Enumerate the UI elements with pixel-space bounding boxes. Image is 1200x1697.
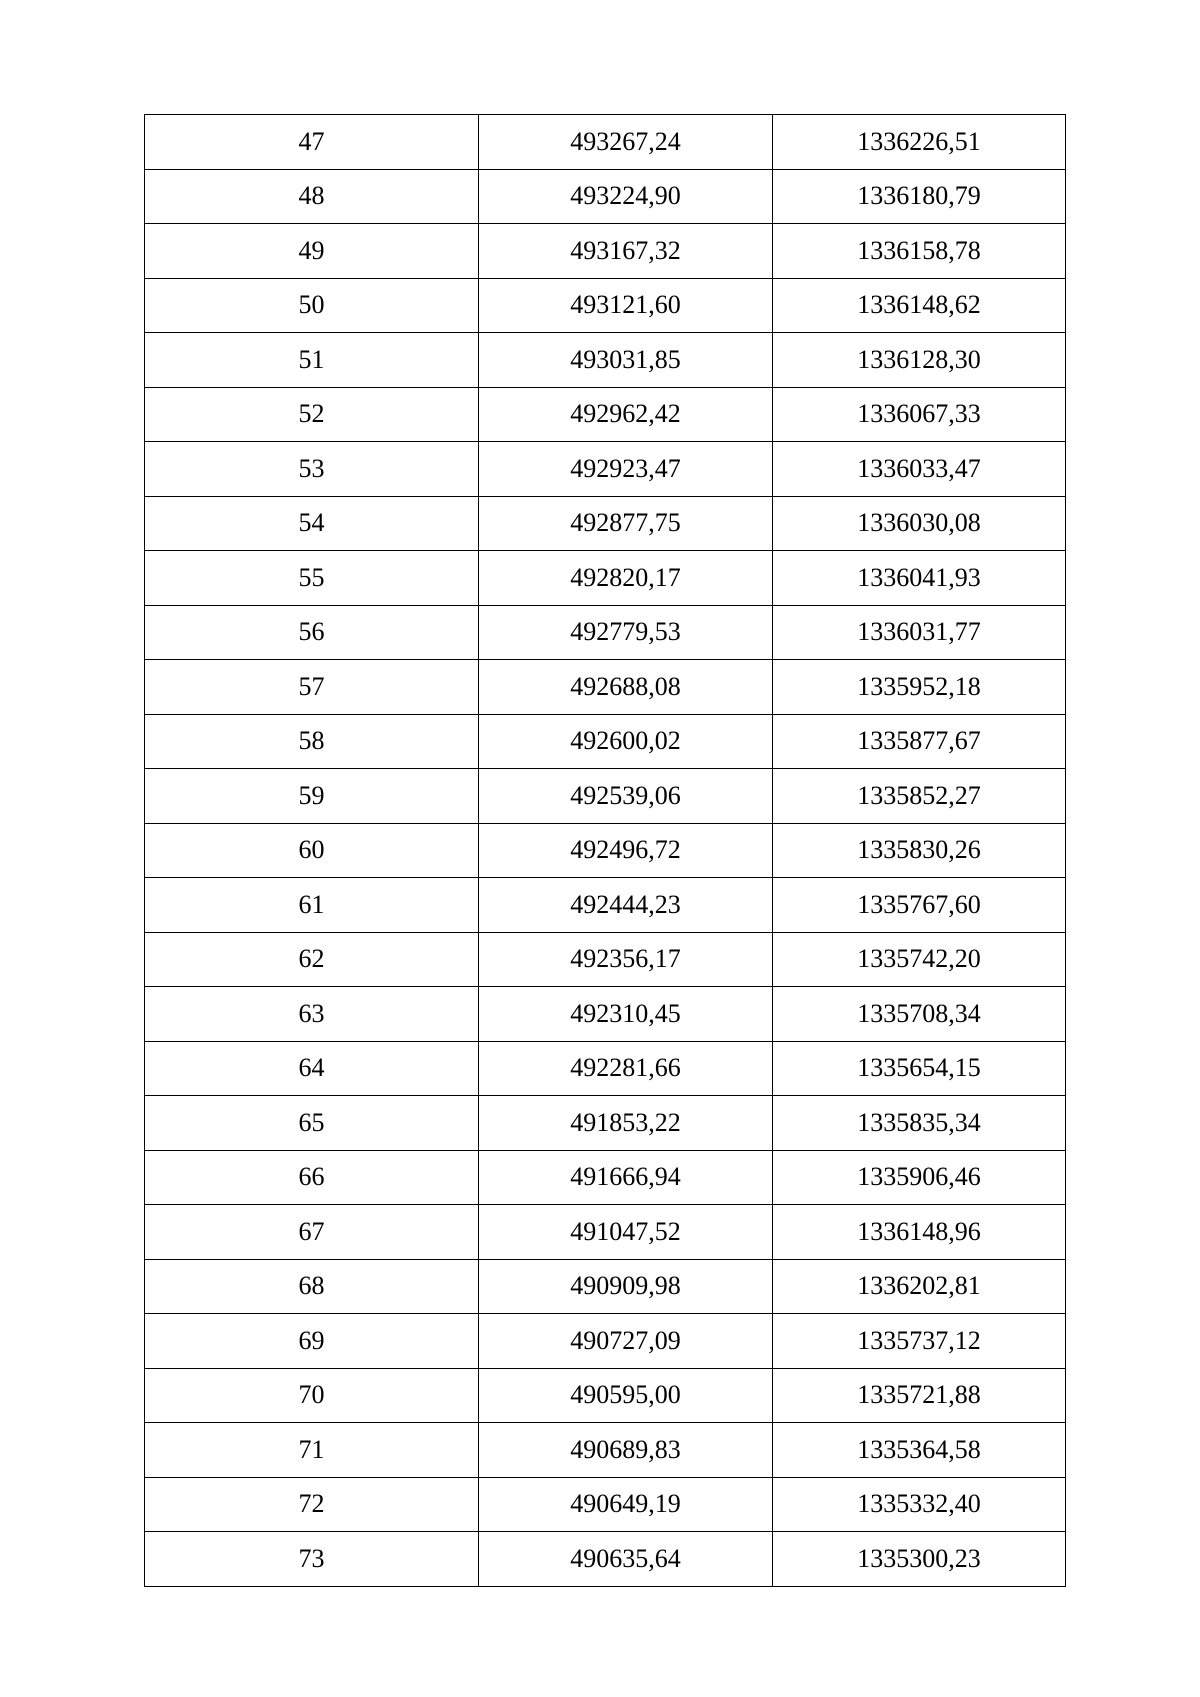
table-row bbox=[145, 278, 1066, 333]
x-coordinate-cell: 491666,94 bbox=[479, 1150, 773, 1205]
x-coordinate-cell: 492496,72 bbox=[479, 823, 773, 878]
x-coordinate-cell: 492310,45 bbox=[479, 987, 773, 1042]
point-number-cell: 73 bbox=[145, 1532, 479, 1587]
x-coordinate-cell: 493167,32 bbox=[479, 224, 773, 279]
table-row bbox=[145, 932, 1066, 987]
y-coordinate-cell: 1336128,30 bbox=[773, 333, 1066, 388]
point-number-cell: 50 bbox=[145, 278, 479, 333]
point-number-cell: 62 bbox=[145, 932, 479, 987]
x-coordinate-cell: 490595,00 bbox=[479, 1368, 773, 1423]
x-coordinate-cell: 490635,64 bbox=[479, 1532, 773, 1587]
point-number-cell: 60 bbox=[145, 823, 479, 878]
point-number-cell: 56 bbox=[145, 605, 479, 660]
table-row bbox=[145, 1477, 1066, 1532]
x-coordinate-cell: 492444,23 bbox=[479, 878, 773, 933]
point-number-cell: 65 bbox=[145, 1096, 479, 1151]
y-coordinate-cell: 1336033,47 bbox=[773, 442, 1066, 497]
table-row bbox=[145, 1368, 1066, 1423]
y-coordinate-cell: 1335708,34 bbox=[773, 987, 1066, 1042]
table-row bbox=[145, 1041, 1066, 1096]
y-coordinate-cell: 1336031,77 bbox=[773, 605, 1066, 660]
y-coordinate-cell: 1335364,58 bbox=[773, 1423, 1066, 1478]
x-coordinate-cell: 493267,24 bbox=[479, 115, 773, 170]
table-row bbox=[145, 878, 1066, 933]
x-coordinate-cell: 492820,17 bbox=[479, 551, 773, 606]
x-coordinate-cell: 490727,09 bbox=[479, 1314, 773, 1369]
table-row bbox=[145, 1532, 1066, 1587]
y-coordinate-cell: 1336041,93 bbox=[773, 551, 1066, 606]
x-coordinate-cell: 491853,22 bbox=[479, 1096, 773, 1151]
table-row bbox=[145, 987, 1066, 1042]
table-row bbox=[145, 551, 1066, 606]
table-row bbox=[145, 115, 1066, 170]
y-coordinate-cell: 1336226,51 bbox=[773, 115, 1066, 170]
point-number-cell: 57 bbox=[145, 660, 479, 715]
point-number-cell: 52 bbox=[145, 387, 479, 442]
coordinates-table-body bbox=[145, 115, 1066, 1587]
y-coordinate-cell: 1336148,62 bbox=[773, 278, 1066, 333]
x-coordinate-cell: 492923,47 bbox=[479, 442, 773, 497]
y-coordinate-cell: 1335721,88 bbox=[773, 1368, 1066, 1423]
table-row bbox=[145, 1150, 1066, 1205]
point-number-cell: 68 bbox=[145, 1259, 479, 1314]
y-coordinate-cell: 1336158,78 bbox=[773, 224, 1066, 279]
point-number-cell: 63 bbox=[145, 987, 479, 1042]
y-coordinate-cell: 1335835,34 bbox=[773, 1096, 1066, 1151]
table-row bbox=[145, 605, 1066, 660]
point-number-cell: 66 bbox=[145, 1150, 479, 1205]
point-number-cell: 59 bbox=[145, 769, 479, 824]
point-number-cell: 47 bbox=[145, 115, 479, 170]
point-number-cell: 72 bbox=[145, 1477, 479, 1532]
y-coordinate-cell: 1336067,33 bbox=[773, 387, 1066, 442]
x-coordinate-cell: 492281,66 bbox=[479, 1041, 773, 1096]
x-coordinate-cell: 493224,90 bbox=[479, 169, 773, 224]
x-coordinate-cell: 492539,06 bbox=[479, 769, 773, 824]
x-coordinate-cell: 492688,08 bbox=[479, 660, 773, 715]
table-row bbox=[145, 1423, 1066, 1478]
coordinates-table bbox=[144, 114, 1066, 1587]
point-number-cell: 49 bbox=[145, 224, 479, 279]
x-coordinate-cell: 490909,98 bbox=[479, 1259, 773, 1314]
y-coordinate-cell: 1335952,18 bbox=[773, 660, 1066, 715]
point-number-cell: 64 bbox=[145, 1041, 479, 1096]
y-coordinate-cell: 1335877,67 bbox=[773, 714, 1066, 769]
x-coordinate-cell: 492600,02 bbox=[479, 714, 773, 769]
x-coordinate-cell: 492962,42 bbox=[479, 387, 773, 442]
point-number-cell: 70 bbox=[145, 1368, 479, 1423]
y-coordinate-cell: 1335737,12 bbox=[773, 1314, 1066, 1369]
table-row bbox=[145, 660, 1066, 715]
table-row bbox=[145, 1205, 1066, 1260]
y-coordinate-cell: 1336030,08 bbox=[773, 496, 1066, 551]
point-number-cell: 67 bbox=[145, 1205, 479, 1260]
x-coordinate-cell: 493031,85 bbox=[479, 333, 773, 388]
point-number-cell: 48 bbox=[145, 169, 479, 224]
x-coordinate-cell: 490689,83 bbox=[479, 1423, 773, 1478]
x-coordinate-cell: 491047,52 bbox=[479, 1205, 773, 1260]
table-row bbox=[145, 1314, 1066, 1369]
x-coordinate-cell: 493121,60 bbox=[479, 278, 773, 333]
y-coordinate-cell: 1335654,15 bbox=[773, 1041, 1066, 1096]
y-coordinate-cell: 1335742,20 bbox=[773, 932, 1066, 987]
y-coordinate-cell: 1336180,79 bbox=[773, 169, 1066, 224]
point-number-cell: 51 bbox=[145, 333, 479, 388]
table-row bbox=[145, 1259, 1066, 1314]
y-coordinate-cell: 1335852,27 bbox=[773, 769, 1066, 824]
point-number-cell: 69 bbox=[145, 1314, 479, 1369]
y-coordinate-cell: 1335767,60 bbox=[773, 878, 1066, 933]
table-row bbox=[145, 714, 1066, 769]
y-coordinate-cell: 1335332,40 bbox=[773, 1477, 1066, 1532]
table-row bbox=[145, 823, 1066, 878]
x-coordinate-cell: 492877,75 bbox=[479, 496, 773, 551]
point-number-cell: 53 bbox=[145, 442, 479, 497]
point-number-cell: 58 bbox=[145, 714, 479, 769]
table-row bbox=[145, 1096, 1066, 1151]
table-row bbox=[145, 387, 1066, 442]
point-number-cell: 54 bbox=[145, 496, 479, 551]
point-number-cell: 61 bbox=[145, 878, 479, 933]
point-number-cell: 71 bbox=[145, 1423, 479, 1478]
x-coordinate-cell: 492779,53 bbox=[479, 605, 773, 660]
table-row bbox=[145, 169, 1066, 224]
y-coordinate-cell: 1336148,96 bbox=[773, 1205, 1066, 1260]
y-coordinate-cell: 1335906,46 bbox=[773, 1150, 1066, 1205]
y-coordinate-cell: 1336202,81 bbox=[773, 1259, 1066, 1314]
table-row bbox=[145, 224, 1066, 279]
x-coordinate-cell: 490649,19 bbox=[479, 1477, 773, 1532]
table-row bbox=[145, 769, 1066, 824]
x-coordinate-cell: 492356,17 bbox=[479, 932, 773, 987]
y-coordinate-cell: 1335830,26 bbox=[773, 823, 1066, 878]
y-coordinate-cell: 1335300,23 bbox=[773, 1532, 1066, 1587]
point-number-cell: 55 bbox=[145, 551, 479, 606]
table-row bbox=[145, 442, 1066, 497]
table-row bbox=[145, 496, 1066, 551]
table-row bbox=[145, 333, 1066, 388]
